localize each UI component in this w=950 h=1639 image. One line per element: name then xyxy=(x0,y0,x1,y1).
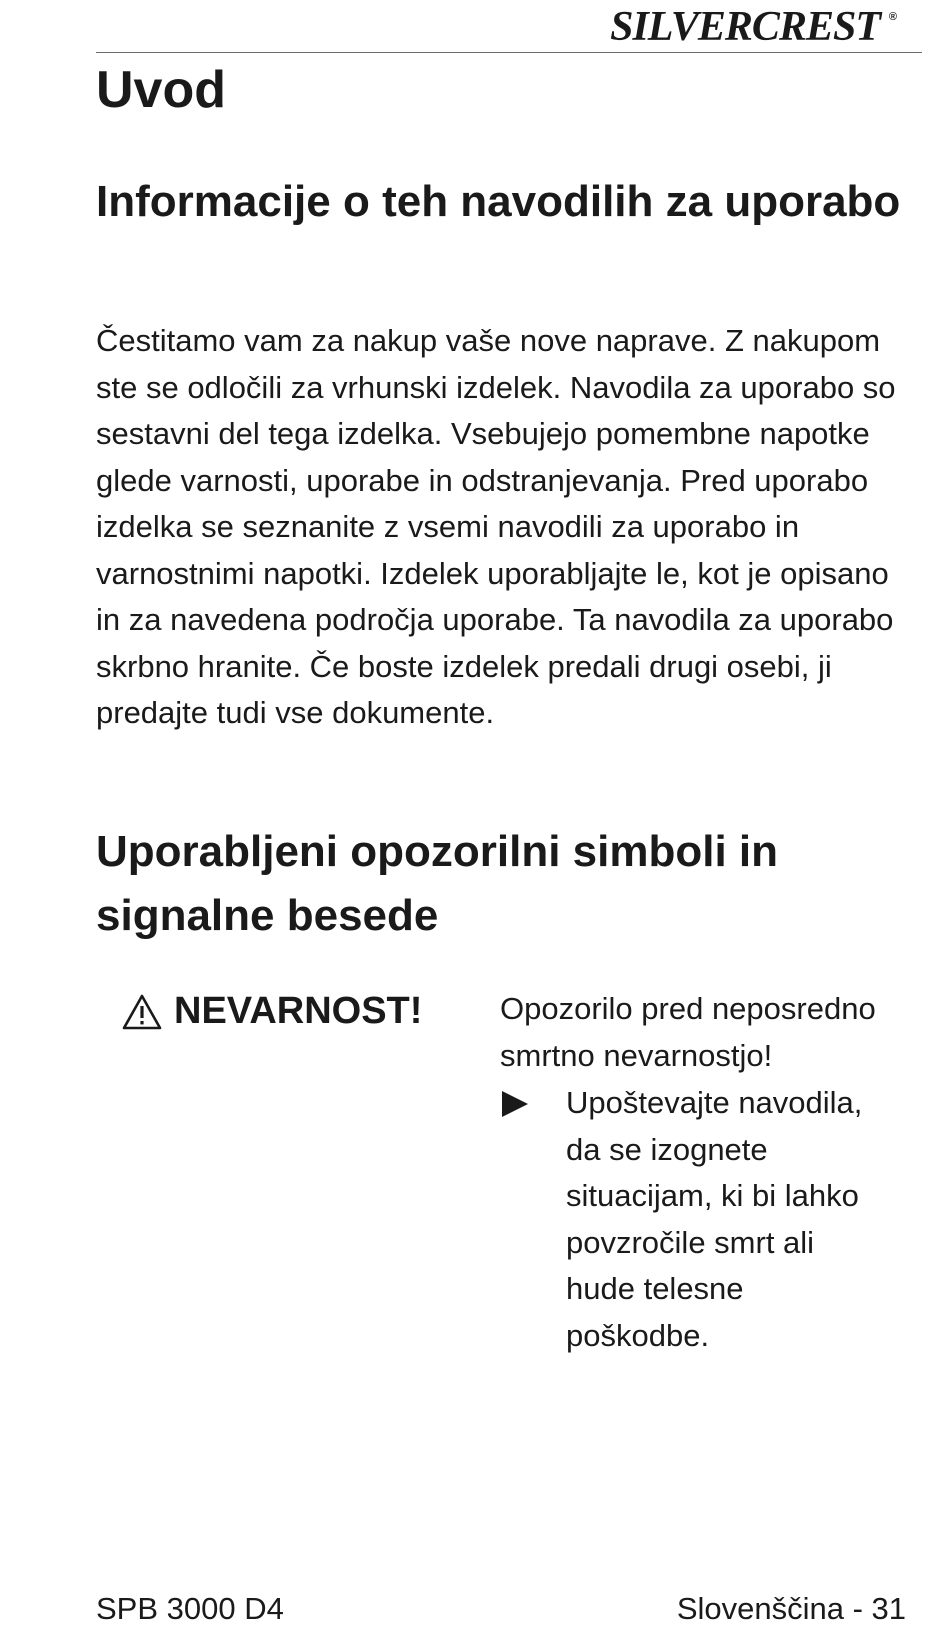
brand-name: SILVERCREST xyxy=(610,4,880,50)
footer-page-label: Slovenščina - 31 xyxy=(676,1591,906,1626)
section-heading-warning-symbols: Uporabljeni opozorilni simboli in signalne besede xyxy=(96,827,778,940)
header-divider xyxy=(96,52,922,53)
section-heading-instructions-info: Informacije o teh navodilih za uporabo xyxy=(96,177,901,226)
warning-triangle-icon xyxy=(122,994,162,1030)
instruction-text: Upoštevajte navodila, da se izognete situacijam, ki bi lahko povzročile smrt ali hude telesne poškodbe. xyxy=(566,1085,863,1353)
signal-word-danger xyxy=(122,990,422,1033)
signal-description: Opozorilo pred neposredno smrtno nevarnostjo! xyxy=(500,991,876,1073)
signal-word-label: NEVARNOST! xyxy=(174,990,423,1032)
registered-mark: ® xyxy=(888,11,896,23)
page-title: Uvod xyxy=(96,61,226,119)
intro-paragraph: Čestitamo vam za nakup vaše nove naprave. Z nakupom ste se odločili za vrhunski izdelek. Navodila za uporabo so sestavni del tega izdelka. Vsebujejo pomembne napotke glede varnosti, uporabe in odstranjevanja. Pred uporabo izdelka se seznanite z vsemi navodili za uporabo in varnostnimi napotki. Izdelek uporabljajte le, kot je opisano in za navedena področja uporabe. Ta navodila za uporabo skrbno hranite. Če boste izdelek predali drugi osebi, ji predajte tudi vse dokumente. xyxy=(96,323,896,730)
signal-instruction xyxy=(500,1080,900,1359)
brand-logo xyxy=(610,4,896,50)
arrow-right-icon xyxy=(500,1089,530,1119)
footer-model-number: SPB 3000 D4 xyxy=(96,1591,284,1626)
